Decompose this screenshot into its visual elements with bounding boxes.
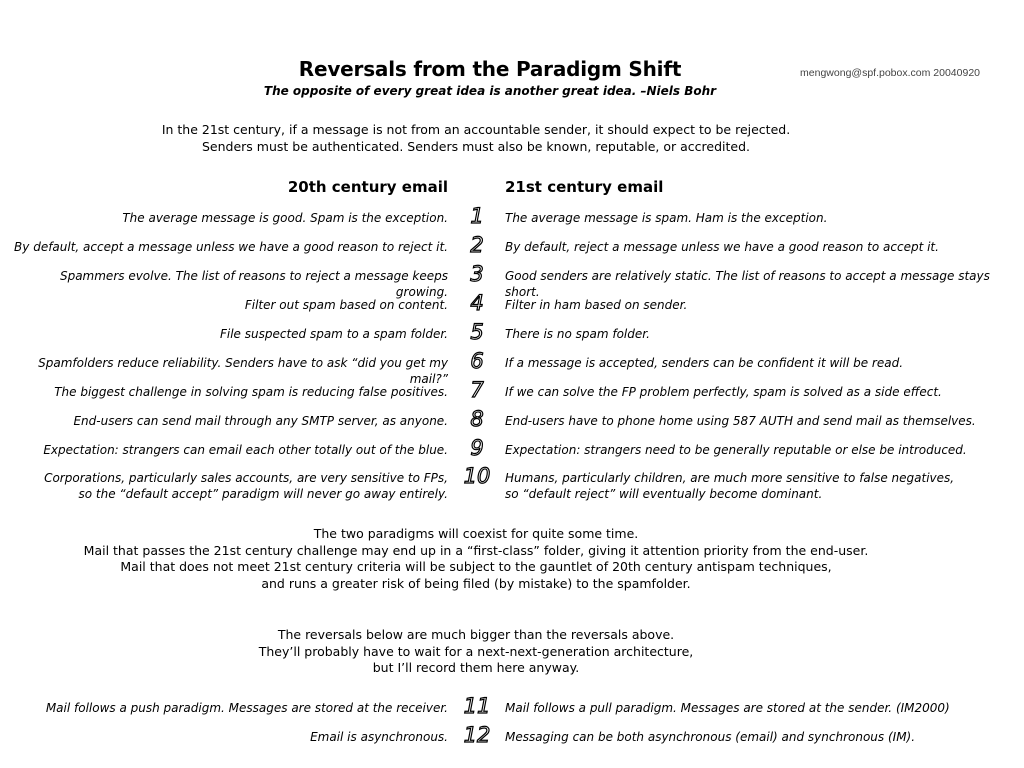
paragraph-line: The two paradigms will coexist for quite some time. [313, 526, 639, 541]
new-paradigm-text: Expectation: strangers need to be generally reputable or else be introduced. [505, 443, 967, 457]
new-paradigm-text: By default, reject a message unless we have a good reason to accept it. [505, 240, 939, 254]
row-number: 8 [470, 407, 484, 431]
paragraph-line: They’ll probably have to wait for a next-next-generation architecture, [258, 643, 694, 659]
new-paradigm-text: If a message is accepted, senders can be confident it will be read. [505, 356, 904, 370]
row-number: 6 [470, 349, 484, 373]
new-paradigm-text: End-users have to phone home using 587 AUTH and send mail as themselves. [505, 414, 976, 428]
row-number: 3 [470, 262, 484, 286]
intro-line: In the 21st century, if a message is not from an accountable sender, it should expect to be rejected. [161, 122, 791, 137]
reversal-row-9 [0, 436, 1024, 472]
reversal-row-3 [0, 262, 1024, 299]
reversal-row-4 [0, 291, 1024, 327]
old-paradigm-text: Filter out spam based on content. [244, 298, 448, 312]
reversal-row-1 [0, 204, 1024, 240]
row-number: 11 [463, 694, 491, 718]
page-title: Reversals from the Paradigm Shift [298, 57, 682, 81]
old-paradigm-text: The biggest challenge in solving spam is reducing false positives. [54, 385, 448, 399]
new-paradigm-text: Good senders are relatively static. The list of reasons to accept a message stays short. [505, 269, 990, 299]
row-number: 1 [470, 204, 484, 228]
new-paradigm-text: Mail follows a pull paradigm. Messages are stored at the sender. (IM2000) [505, 701, 950, 715]
new-paradigm-text: Messaging can be both asynchronous (email) and synchronous (IM). [505, 730, 916, 744]
old-paradigm-text: Email is asynchronous. [310, 730, 448, 744]
old-paradigm-text: Spamfolders reduce reliability. Senders have to ask “did you get my mail?” [38, 356, 448, 386]
new-paradigm-text: If we can solve the FP problem perfectly, spam is solved as a side effect. [505, 385, 942, 399]
old-paradigm-text: Mail follows a push paradigm. Messages are stored at the receiver. [45, 701, 448, 715]
reversal-row-6 [0, 349, 1024, 386]
new-paradigm-text: There is no spam folder. [505, 327, 650, 341]
row-number: 2 [470, 233, 484, 257]
new-paradigm-text: The average message is spam. Ham is the exception. [505, 211, 828, 225]
reversal-row-12 [0, 723, 1024, 759]
old-paradigm-text: Expectation: strangers can email each other totally out of the blue. [43, 443, 448, 457]
row-number: 5 [470, 320, 484, 344]
row-number: 10 [463, 464, 491, 488]
reversal-row-11 [0, 694, 1024, 730]
paragraph-line: Mail that passes the 21st century challenge may end up in a “first-class” folder, giving it attention priority from the end-user. [83, 542, 869, 558]
intro-paragraph [0, 122, 952, 155]
author-stamp: mengwong@spf.pobox.com 20040920 [800, 67, 980, 79]
intro-line: Senders must be authenticated. Senders must also be known, reputable, or accredited. [202, 138, 750, 154]
reversal-row-2 [0, 233, 1024, 269]
future-reversals-paragraph [0, 627, 952, 677]
left-column-heading: 20th century email [287, 178, 448, 196]
row-number: 4 [470, 291, 484, 315]
old-paradigm-text: File suspected spam to a spam folder. [219, 327, 448, 341]
right-column-heading: 21st century email [505, 178, 664, 196]
old-paradigm-text: The average message is good. Spam is the exception. [122, 211, 448, 225]
reversal-row-10 [0, 464, 1024, 506]
row-number: 12 [463, 723, 491, 747]
reversal-row-7 [0, 378, 1024, 414]
row-number: 7 [470, 378, 484, 402]
old-paradigm-text: By default, accept a message unless we have a good reason to reject it. [14, 240, 448, 254]
old-paradigm-text: End-users can send mail through any SMTP server, as anyone. [73, 414, 448, 428]
reversal-row-8 [0, 407, 1024, 443]
paragraph-line: and runs a greater risk of being filed (by mistake) to the spamfolder. [261, 575, 691, 591]
reversal-row-5 [0, 320, 1024, 356]
page-subtitle-quote: The opposite of every great idea is another great idea. –Niels Bohr [263, 84, 717, 98]
old-paradigm-text: Spammers evolve. The list of reasons to reject a message keeps growing. [59, 269, 448, 299]
new-paradigm-text: Filter in ham based on sender. [505, 298, 688, 312]
old-paradigm-text: Corporations, particularly sales accounts, are very sensitive to FPs, so the “default accept” paradigm will never go away entirely. [44, 471, 448, 501]
paragraph-line: The reversals below are much bigger than the reversals above. [277, 627, 675, 642]
coexist-paragraph [0, 526, 952, 592]
paragraph-line: Mail that does not meet 21st century criteria will be subject to the gauntlet of 20th century antispam techniques, [120, 559, 832, 574]
paragraph-line: but I’ll record them here anyway. [372, 660, 580, 675]
new-paradigm-text: Humans, particularly children, are much more sensitive to false negatives, so “default reject” will eventually become dominant. [505, 471, 955, 501]
row-number: 9 [470, 436, 484, 460]
